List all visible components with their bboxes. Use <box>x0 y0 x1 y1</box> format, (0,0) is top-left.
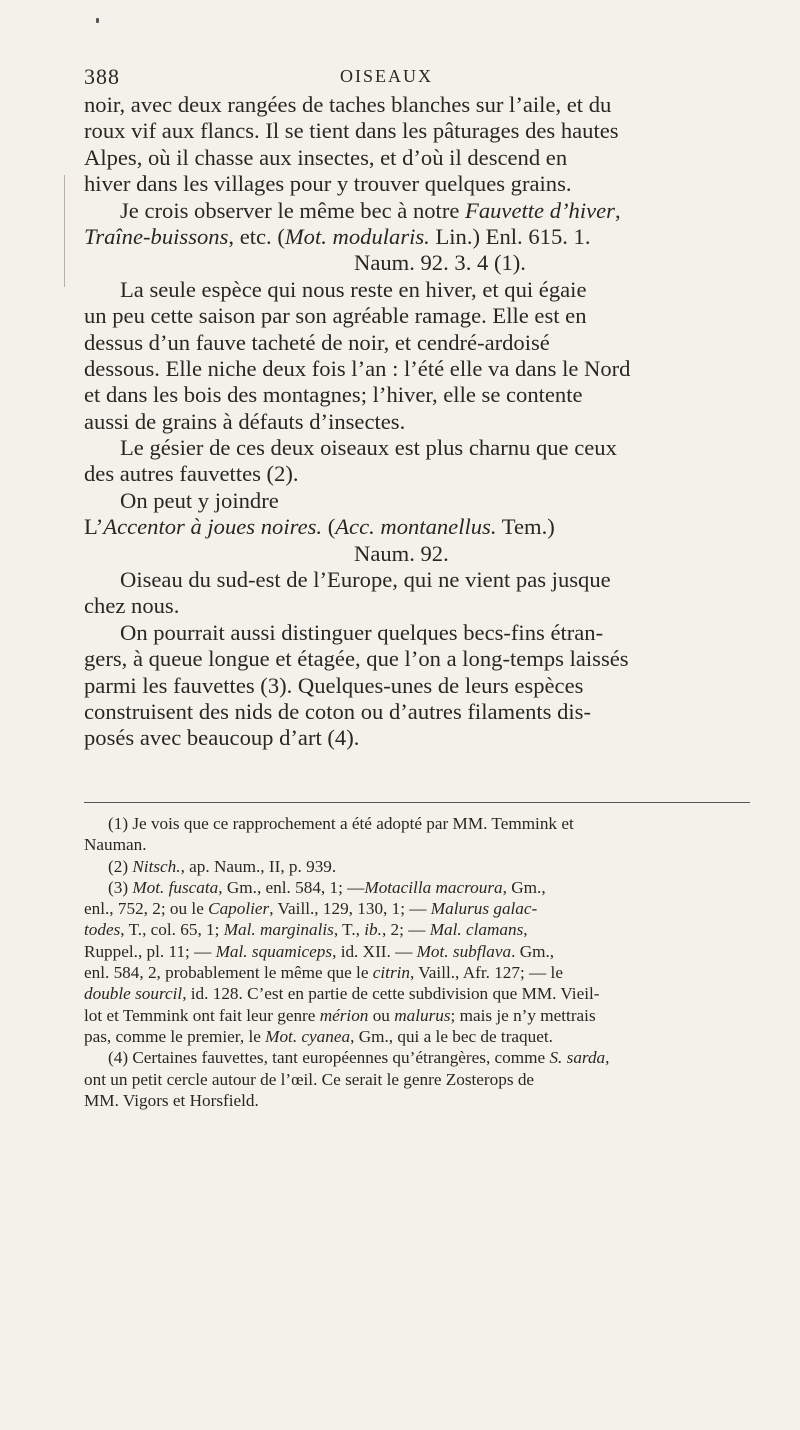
text-line: parmi les fauvettes (3). Quelques-unes de leurs espèces <box>84 672 584 698</box>
text-line: La seule espèce qui nous reste en hiver, et qui égaie <box>120 276 587 302</box>
footnote-line: pas, comme le premier, le Mot. cyanea, Gm., qui a le bec de traquet. <box>84 1026 553 1046</box>
footnote-line: todes, T., col. 65, 1; Mal. marginalis, T., ib., 2; — Mal. clamans, <box>84 920 528 940</box>
text-line: On pourrait aussi distinguer quelques becs-fins étran- <box>120 619 604 645</box>
footnote-line: Nauman. <box>84 835 147 855</box>
footnotes <box>84 813 752 1111</box>
text-line: Naum. 92. 3. 4 (1). <box>354 250 526 276</box>
text-line: On peut y joindre <box>120 487 279 513</box>
text-line: Le gésier de ces deux oiseaux est plus charnu que ceux <box>120 435 617 461</box>
text-line: posés avec beaucoup d’art (4). <box>84 725 360 751</box>
text-line: Naum. 92. <box>354 540 449 566</box>
footnote-line: Ruppel., pl. 11; — Mal. squamiceps, id. XII. — Mot. subflava. Gm., <box>84 941 555 961</box>
text-line: noir, avec deux rangées de taches blanches sur l’aile, et du <box>84 92 612 117</box>
footnote-line: ont un petit cercle autour de l’œil. Ce serait le genre Zosterops de <box>84 1069 535 1089</box>
footnote-line: (2) Nitsch., ap. Naum., II, p. 939. <box>108 856 337 876</box>
footnote-line: MM. Vigors et Horsfield. <box>84 1090 259 1110</box>
footnote-line: lot et Temmink ont fait leur genre mérion ou malurus; mais je n’y mettrais <box>84 1005 596 1025</box>
footnote-line: enl. 584, 2, probablement le même que le citrin, Vaill., Afr. 127; — le <box>84 963 563 983</box>
text-line: Je crois observer le même bec à notre Fauvette d’hiver, <box>120 197 621 223</box>
page-number: 388 <box>84 64 120 89</box>
print-mark <box>96 18 99 23</box>
text-line: dessus d’un fauve tacheté de noir, et cendré-ardoisé <box>84 329 550 355</box>
text-line: et dans les bois des montagnes; l’hiver, elle se contente <box>84 382 583 408</box>
footnote-line: (4) Certaines fauvettes, tant européennes qu’étrangères, comme S. sarda, <box>108 1048 610 1068</box>
footnote-rule <box>84 802 750 803</box>
text-line: hiver dans les villages pour y trouver quelques grains. <box>84 171 572 197</box>
text-line: dessous. Elle niche deux fois l’an : l’été elle va dans le Nord <box>84 355 631 381</box>
running-head: OISEAUX <box>340 66 433 86</box>
text-line: chez nous. <box>84 593 180 619</box>
text-line: L’Accentor à joues noires. (Acc. montanellus. Tem.) <box>84 514 555 540</box>
page-header <box>84 64 704 94</box>
text-line: gers, à queue longue et étagée, que l’on a long-temps laissés <box>84 646 629 672</box>
footnote-line: enl., 752, 2; ou le Capolier, Vaill., 129, 130, 1; — Malurus galac- <box>84 899 538 919</box>
text-line: un peu cette saison par son agréable ramage. Elle est en <box>84 303 587 329</box>
main-text <box>84 92 752 752</box>
text-line: roux vif aux flancs. Il se tient dans les pâturages des hautes <box>84 118 619 144</box>
margin-mark <box>64 175 65 287</box>
text-line: des autres fauvettes (2). <box>84 461 299 487</box>
text-line: Oiseau du sud-est de l’Europe, qui ne vient pas jusque <box>120 567 611 593</box>
footnote-line: (3) Mot. fuscata, Gm., enl. 584, 1; —Motacilla macroura, Gm., <box>108 877 546 897</box>
footnote-line: (1) Je vois que ce rapprochement a été adopté par MM. Temmink et <box>108 814 574 833</box>
footnote-line: double sourcil, id. 128. C’est en partie de cette subdivision que MM. Vieil- <box>84 984 600 1004</box>
text-line: aussi de grains à défauts d’insectes. <box>84 408 406 434</box>
text-line: Traîne-buissons, etc. (Mot. modularis. Lin.) Enl. 615. 1. <box>84 223 591 249</box>
text-line: Alpes, où il chasse aux insectes, et d’où il descend en <box>84 144 568 170</box>
text-line: construisent des nids de coton ou d’autres filaments dis- <box>84 698 592 724</box>
